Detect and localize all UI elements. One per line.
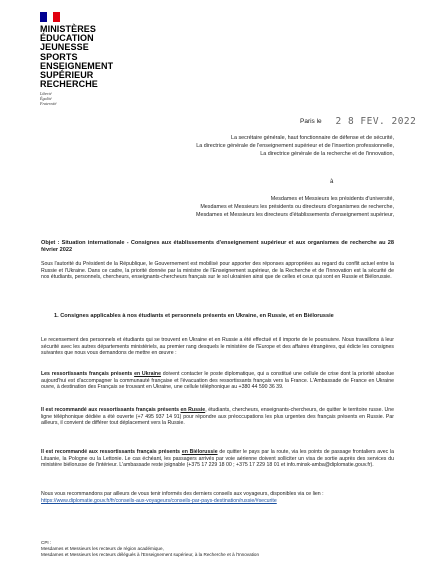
- date-line: [300, 116, 416, 127]
- a-connector: à: [330, 179, 334, 185]
- section-1-title: 1. Consignes applicables à nos étudiants et personnels présents en Ukraine, en Russie, et en Biélorussie: [54, 313, 334, 319]
- ministry-line: MINISTÈRES: [40, 24, 97, 34]
- ministry-line: ENSEIGNEMENT: [40, 60, 114, 71]
- ministry-line: RECHERCHE: [40, 79, 98, 90]
- flag-white: [47, 12, 54, 22]
- ukraine-paragraph: Les ressortissants français présents en Ukraine doivent contacter le poste diplomatique, qui a constitué une cellule de crise dont la priorité absolue aujourd'hui est d'accompagner la communauté française et l'évacuation des ressortissants français vers la France. L'Ambassade de France en Ukraine ouvre, à destination des Français se trouvant en Ukraine, une cellule téléphonique au +380 44 590 36 39.: [41, 371, 394, 391]
- ministry-line: SPORTS: [40, 51, 78, 62]
- ministry-line: SUPÉRIEUR: [40, 70, 94, 81]
- cpi-block: CPI : Mesdames et Messieurs les recteurs de région académique, Mesdames et Messieurs les recteurs délégués à l'Enseignement supérieur, à la Recherche et à l'Innovation: [41, 540, 260, 558]
- russia-paragraph: Il est recommandé aux ressortissants français présents en Russie, étudiants, chercheurs, enseignants-chercheurs, de quitter le territoire russe. Une ligne téléphonique dédiée a été ouverte (+7 495 937 14 91) pour répondre aux préoccupations les plus urgentes des français présents en Russie. Par ailleurs, il convient de différer tout déplacement vers la Russie.: [41, 407, 394, 427]
- ministry-name: [40, 25, 130, 89]
- date-stamp: 2 8 FEV. 2022: [335, 116, 417, 127]
- ministry-line: JEUNESSE: [40, 42, 89, 53]
- recipients-block-1: La secrétaire générale, haut fonctionnaire de défense et de sécurité, La directrice générale de l'enseignement supérieur et de l'insertion professionnelle, La directrice générale de la recherche et de l'innovation,: [196, 135, 394, 157]
- flag-red: [53, 12, 60, 22]
- marianne-flag-icon: [40, 12, 60, 22]
- section-1-intro: Le recensement des personnels et étudiants qui se trouvent en Ukraine et en Russie a été effectué et il importe de le poursuivre. Nous travaillons à leur sécurité avec les autres départements ministériels, au premier rang desquels le ministère de l'Europe et des affaires étrangères, qui édicte les consignes suivantes que nous vous demandons de mettre en œuvre :: [41, 337, 394, 357]
- ministry-logo: [40, 12, 130, 106]
- intro-paragraph: Sous l'autorité du Président de la République, le Gouvernement est mobilisé pour apporter des réponses appropriées au regard du conflit actuel entre la Russie et l'Ukraine. Dans ce cadre, la priorité donnée par la ministre de l'Enseignement supérieur, de la Recherche et de l'Innovation est la sécurité de nos étudiants, personnels, chercheurs, enseignants-chercheurs français sur le sol ukrainien ainsi que de celles et ceux qui sont en Russie et Biélorussie.: [41, 261, 394, 281]
- travel-advice-link[interactable]: https://www.diplomatie.gouv.fr/fr/conseils-aux-voyageurs/conseils-par-pays-destination/russie/#securite: [41, 497, 277, 504]
- recipients-block-2: Mesdames et Messieurs les présidents d'université, Mesdames et Messieurs les présidents ou directeurs d'organismes de recherche, Mesdames et Messieurs les directeurs d'établissements d'enseignement supérieur,: [195, 196, 394, 218]
- city-label: Paris le: [300, 118, 322, 125]
- republic-motto: Liberté Égalité Fraternité: [40, 91, 57, 106]
- advice-paragraph: Nous vous recommandons par ailleurs de vous tenir informés des derniers conseils aux voyageurs, disponibles via ce lien : https://www.diplomatie.gouv.fr/fr/conseils-aux-voyageurs/conseils-par-pays-destination/russie/#securite: [41, 491, 324, 504]
- flag-blue: [40, 12, 47, 22]
- belarus-paragraph: Il est recommandé aux ressortissants français présents en Biélorussie de quitter le pays par la route, via les points de passage frontaliers avec la Lituanie, la Pologne ou la Lettonie. Le cas échéant, les passagers arrivés par voie aérienne doivent solliciter un visa de sortie auprès des services du ministère biélorusse de l'intérieur. L'ambassade reste joignable (+375 17 229 18 00 ; +375 17 229 18 01 et info.minsk-amba@diplomatie.gouv.fr).: [41, 449, 394, 469]
- subject: Objet : Situation internationale - Consignes aux établissements d'enseignement supérieur et aux organismes de recherche au 28 février 2022: [41, 240, 395, 253]
- ministry-line: ÉDUCATION: [40, 33, 94, 44]
